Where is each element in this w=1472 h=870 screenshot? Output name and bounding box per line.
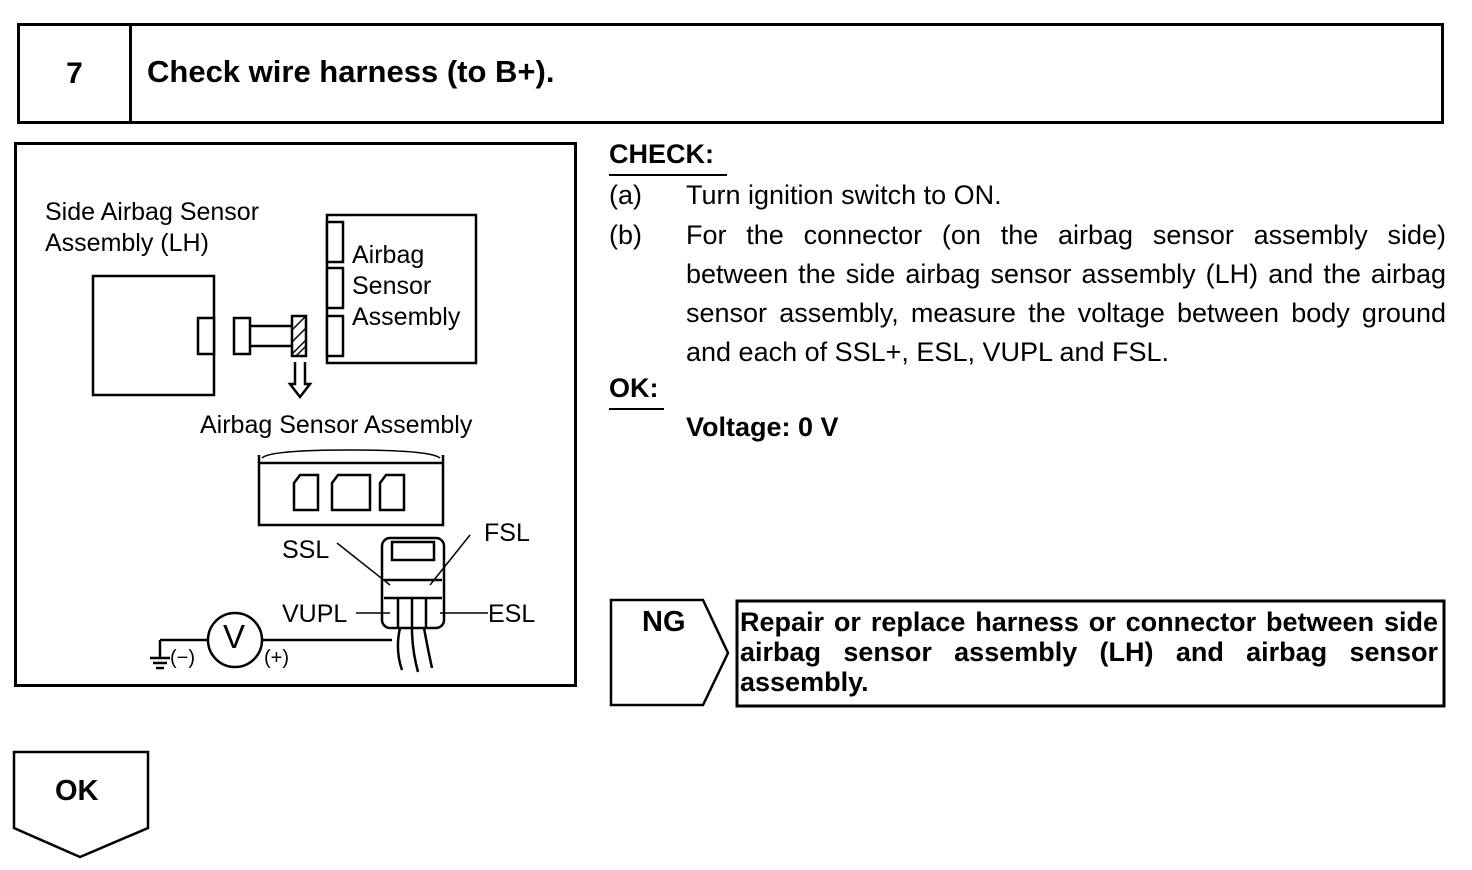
side-sensor-label-line1: Side Airbag Sensor — [45, 198, 260, 226]
step-title: Check wire harness (to B+). — [147, 54, 555, 89]
airbag-sensor-assembly-label: Airbag Sensor Assembly — [200, 411, 473, 439]
airbag-sensor-box-label-line3: Assembly — [352, 303, 461, 331]
connector-face — [259, 463, 443, 525]
down-arrow-icon — [290, 362, 310, 397]
voltage-spec: Voltage: 0 V — [686, 412, 839, 442]
side-sensor-body — [93, 276, 214, 395]
step-b-text: For the connector (on the airbag sensor assembly side) between the side airbag sensor assembly (LH) and the airbag sensor assembly, measure the voltage between body ground and each of SSL+, ESL, VUPL and FSL. — [686, 220, 1446, 367]
step-a-marker: (a) — [609, 180, 642, 210]
terminal-esl-label: ESL — [488, 600, 536, 628]
step-a-text: Turn ignition switch to ON. — [686, 180, 1002, 210]
meter-positive-label: (+) — [264, 647, 289, 669]
step-number: 7 — [20, 26, 132, 121]
terminal-vupl-label: VUPL — [282, 600, 348, 628]
ok-heading-underline — [609, 408, 664, 410]
airbag-sensor-box-label-line1: Airbag — [352, 241, 425, 269]
terminal-ssl-label: SSL — [282, 536, 330, 564]
step-b-marker: (b) — [609, 220, 642, 250]
airbag-sensor-box-label-line2: Sensor — [352, 272, 432, 300]
ok-heading: OK: — [609, 373, 659, 403]
ok-flag-label: OK — [55, 775, 99, 807]
voltmeter-symbol: V — [223, 618, 246, 655]
airbag-sensor-box-label — [352, 240, 460, 333]
side-sensor-label — [45, 197, 259, 259]
meter-negative-label: (−) — [170, 647, 195, 669]
side-sensor-label-line2: Assembly (LH) — [45, 229, 209, 257]
ng-action-text: Repair or replace harness or connector between side airbag sensor assembly (LH) and airbag sensor assembly. — [740, 607, 1438, 697]
check-heading: CHECK: — [609, 139, 714, 169]
side-sensor-connector — [198, 318, 214, 354]
harness-connector-left — [234, 318, 250, 354]
terminal-fsl-label: FSL — [484, 519, 530, 547]
ng-flag-label: NG — [642, 606, 686, 638]
